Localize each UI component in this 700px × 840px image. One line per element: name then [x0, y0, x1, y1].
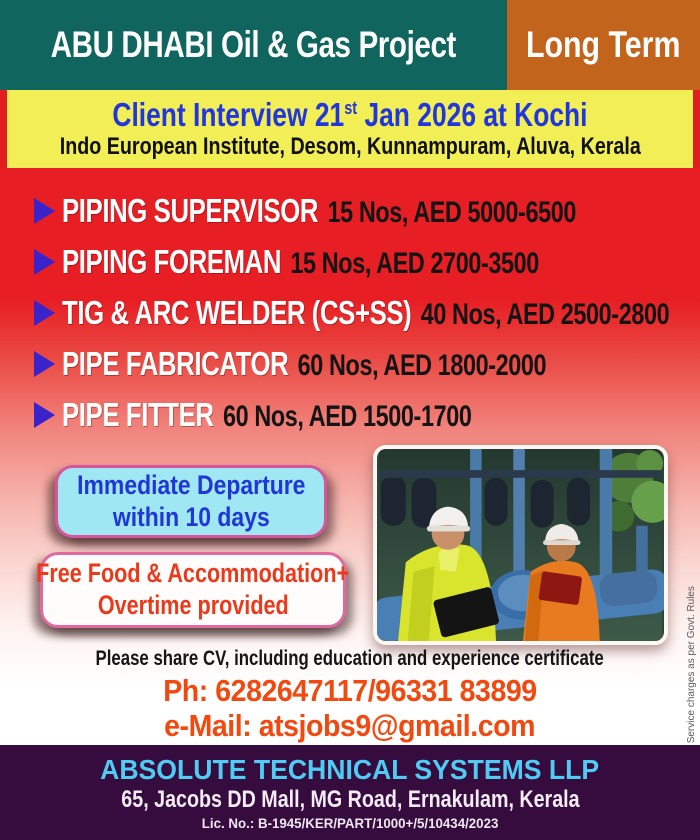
- job-row: [34, 185, 700, 236]
- job-title: PIPE FITTER: [62, 395, 214, 433]
- term-badge-panel: [507, 0, 700, 90]
- bullet-triangle-icon: [34, 402, 55, 428]
- job-details: 60 Nos, AED 1500-1700: [222, 399, 472, 433]
- email-address: e-Mail: atsjobs9@gmail.com: [164, 708, 536, 743]
- job-list: [0, 168, 700, 440]
- job-title: PIPE FABRICATOR: [62, 344, 289, 382]
- interview-date-suffix: Jan 2026 at Kochi: [357, 96, 588, 134]
- benefits-line2: Overtime provided: [97, 590, 289, 620]
- agency-name: ABSOLUTE TECHNICAL SYSTEMS LLP: [100, 754, 600, 786]
- site-workers-photo: [373, 445, 668, 645]
- job-details: 40 Nos, AED 2500-2800: [420, 297, 670, 331]
- bullet-triangle-icon: [34, 249, 55, 275]
- departure-line2: within 10 days: [112, 501, 270, 532]
- bullet-triangle-icon: [34, 198, 55, 224]
- service-charges-note: Service charges as per Govt. Rules: [686, 585, 697, 743]
- interview-date-prefix: Client Interview 21: [112, 96, 345, 134]
- job-title: PIPING FOREMAN: [62, 242, 282, 280]
- job-row: [34, 236, 700, 287]
- term-badge: Long Term: [526, 24, 681, 65]
- cv-note: Please share CV, including education and experience certificate: [95, 647, 605, 670]
- contact-block: [0, 647, 700, 741]
- interview-date-line: [112, 97, 587, 133]
- bullet-triangle-icon: [34, 351, 55, 377]
- phone-numbers: Ph: 6282647117/96331 83899: [163, 673, 537, 708]
- job-title: PIPING SUPERVISOR: [62, 191, 319, 229]
- bullet-triangle-icon: [34, 300, 55, 326]
- job-row: [34, 287, 700, 338]
- interview-band: [0, 90, 700, 168]
- agency-footer: [0, 745, 700, 840]
- immediate-departure-box: [55, 465, 327, 538]
- job-row: [34, 338, 700, 389]
- agency-address: 65, Jacobs DD Mall, MG Road, Ernakulam, Kerala: [120, 786, 580, 813]
- job-details: 15 Nos, AED 5000-6500: [327, 195, 576, 229]
- job-details: 15 Nos, AED 2700-3500: [290, 246, 539, 280]
- vacancies-section: [0, 168, 700, 745]
- job-details: 60 Nos, AED 1800-2000: [297, 348, 547, 382]
- departure-line1: Immediate Departure: [76, 469, 306, 500]
- benefits-box: [36, 552, 350, 628]
- header-band: [0, 0, 700, 90]
- interview-venue-line: Indo European Institute, Desom, Kunnampuram, Aluva, Kerala: [59, 133, 641, 161]
- interview-date-ordinal: st: [344, 98, 358, 119]
- project-title: ABU DHABI Oil & Gas Project: [50, 24, 456, 65]
- job-title: TIG & ARC WELDER (CS+SS): [62, 293, 412, 331]
- job-row: [34, 389, 700, 440]
- benefits-line1: Free Food & Accommodation+: [36, 558, 350, 589]
- license-number: Lic. No.: B-1945/KER/PART/1000+/5/10434/2023: [201, 814, 499, 831]
- project-title-panel: [0, 0, 507, 90]
